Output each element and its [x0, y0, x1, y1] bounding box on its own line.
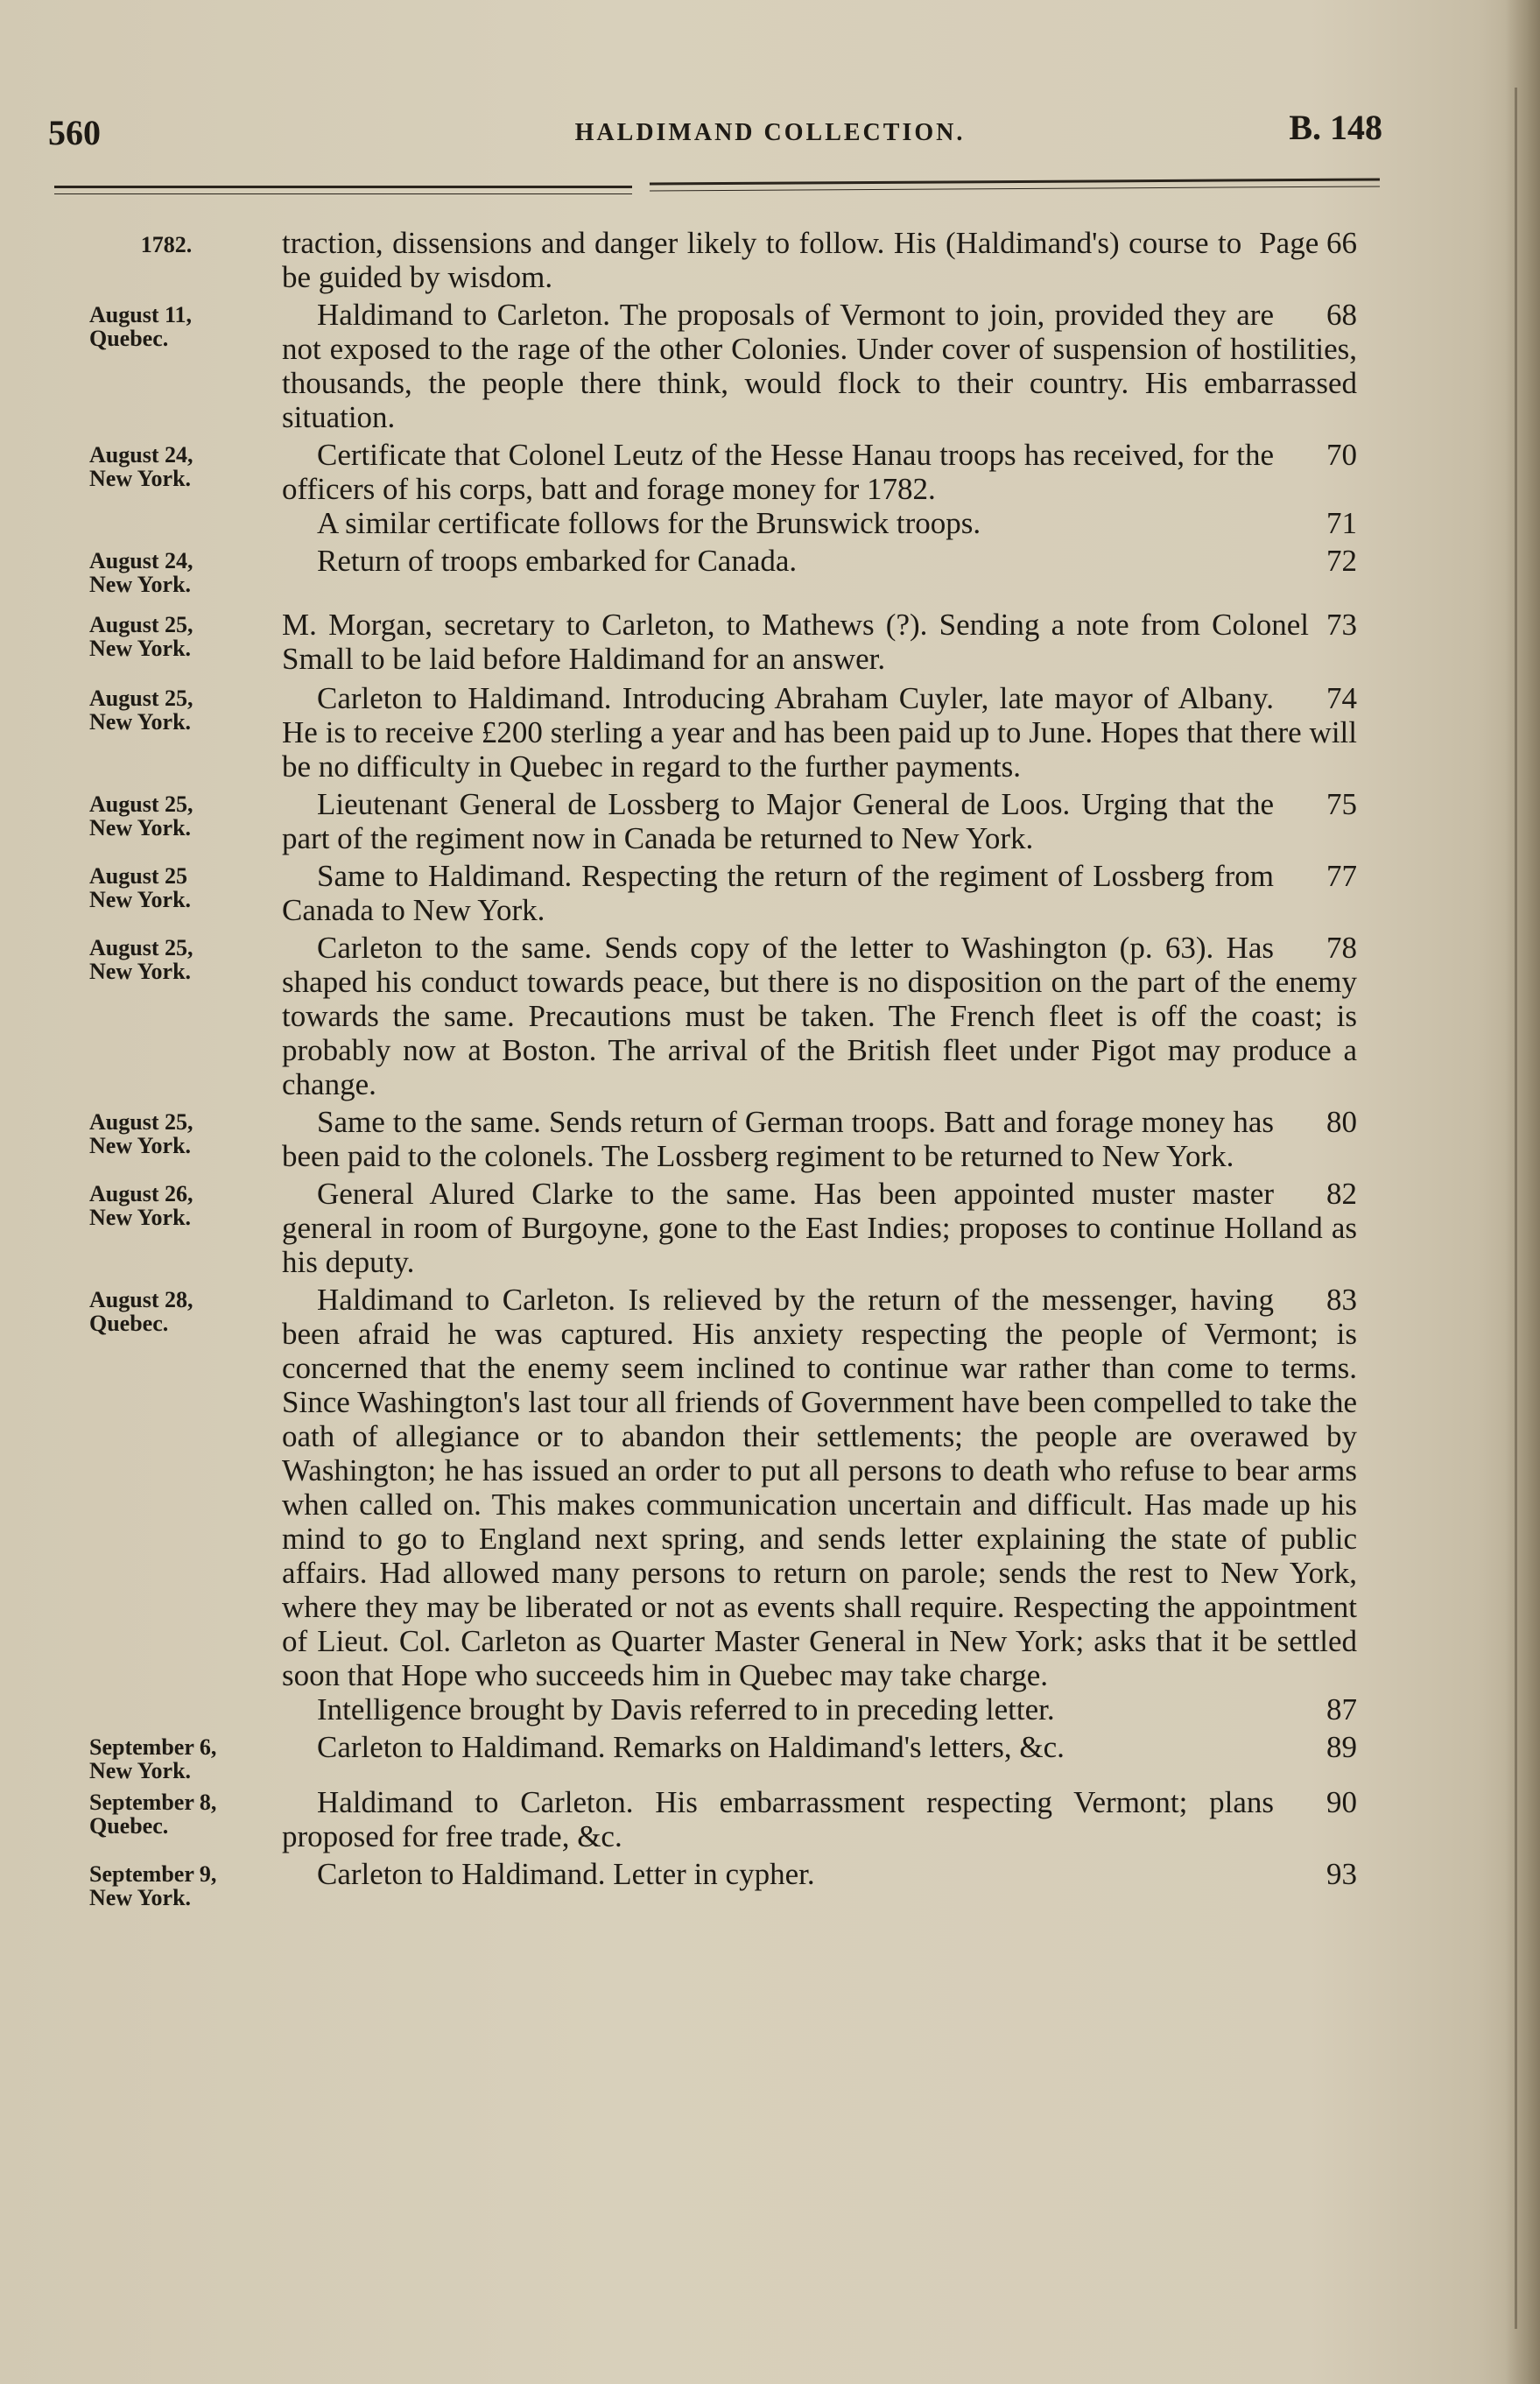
entry-date: August 25, New York. [89, 1109, 193, 1158]
entry-page: 72 [1326, 544, 1357, 578]
entry-text: Carleton to Haldimand. Remarks on Haldimand's letters, &c. [317, 1730, 1065, 1764]
entry-page: 68 [1326, 298, 1357, 332]
entry-text: traction, dissensions and danger likely to follow. His (Haldimand's) course to be guided by wisdom. [282, 226, 1242, 294]
entry-content [282, 681, 1357, 784]
entry-date: August 25 New York. [89, 863, 192, 912]
entry-16 [0, 1857, 1540, 1910]
entry-page: 82 [1326, 1177, 1357, 1211]
entry-5 [0, 608, 1540, 676]
entry-4 [0, 544, 1540, 597]
entry-page: 75 [1326, 787, 1357, 821]
entry-10 [0, 1105, 1540, 1173]
entry-page: 78 [1326, 931, 1357, 965]
entry-date: August 24, New York. [89, 548, 193, 597]
running-title: HALDIMAND COLLECTION. [574, 119, 966, 146]
entry-page: 80 [1326, 1105, 1357, 1139]
entry-page: 89 [1326, 1730, 1357, 1764]
entry-date: August 25, New York. [89, 612, 193, 661]
entry-content [282, 859, 1357, 927]
entry-content [282, 1105, 1357, 1173]
entry-date: August 25, New York. [89, 686, 193, 735]
entry-8 [0, 859, 1540, 927]
entry-content [282, 1692, 1357, 1726]
entry-page: 70 [1326, 438, 1357, 472]
entry-date: August 28, Quebec. [89, 1287, 193, 1336]
entry-page: 87 [1326, 1692, 1357, 1726]
entry-content [282, 298, 1357, 434]
volume-label: B. 148 [1289, 108, 1382, 147]
entry-content [282, 506, 1357, 540]
entry-text: M. Morgan, secretary to Carleton, to Mathews (?). Sending a note from Colonel Small to be laid before Haldimand for an answer. [282, 608, 1309, 676]
entry-content [282, 438, 1357, 506]
entry-content [282, 1177, 1357, 1279]
entry-1 [0, 298, 1540, 434]
entry-12 [0, 1283, 1540, 1692]
calendar-entries [0, 226, 1540, 1910]
entry-2 [0, 438, 1540, 506]
entry-text: A similar certificate follows for the Brunswick troops. [317, 506, 981, 540]
entry-15 [0, 1785, 1540, 1853]
entry-text: Certificate that Colonel Leutz of the Hesse Hanau troops has received, for the officers of his corps, batt and forage money for 1782. [282, 438, 1274, 506]
entry-date: September 9, New York. [89, 1861, 217, 1910]
entry-content [282, 1785, 1357, 1853]
page-number: 560 [48, 113, 101, 152]
entry-0 [0, 226, 1540, 294]
entry-text: Lieutenant General de Lossberg to Major General de Loos. Urging that the part of the regiment now in Canada be returned to New York. [282, 787, 1274, 855]
entry-page: Page 66 [1259, 226, 1357, 260]
page-header [0, 108, 1540, 165]
entry-content [282, 1730, 1357, 1764]
entry-text: Intelligence brought by Davis referred to in preceding letter. [317, 1692, 1055, 1726]
entry-date: September 6, New York. [89, 1734, 217, 1783]
entry-date: September 8, Quebec. [89, 1790, 217, 1839]
entry-text: Carleton to Haldimand. Introducing Abraham Cuyler, late mayor of Albany. He is to receive £200 sterling a year and has been paid up to June. Hopes that there will be no difficulty in Quebec in regard to the further payments. [282, 681, 1357, 784]
header-rule-left [54, 186, 632, 194]
entry-date: August 26, New York. [89, 1181, 193, 1230]
entry-content [282, 544, 1357, 578]
header-rule-right [650, 178, 1380, 191]
entry-text: Carleton to Haldimand. Letter in cypher. [317, 1857, 815, 1891]
entry-content [282, 608, 1357, 676]
entry-13 [0, 1692, 1540, 1726]
entry-text: Haldimand to Carleton. His embarrassment respecting Vermont; plans proposed for free trade, &c. [282, 1785, 1274, 1853]
entry-content [282, 226, 1357, 294]
entry-content [282, 1857, 1357, 1891]
entry-11 [0, 1177, 1540, 1279]
entry-text: Haldimand to Carleton. Is relieved by the return of the messenger, having been afraid he was captured. His anxiety respecting the people of Vermont; is concerned that the enemy seem inclined to continue war rather than come to terms. Since Washington's last tour all friends of Government have been compelled to take the oath of allegiance or to abandon their settlements; the people are overawed by Washington; he has issued an order to put all persons to death who refuse to bear arms when called on. This makes communication uncertain and difficult. Has made up his mind to go to England next spring, and sends letter explaining the state of public affairs. Had allowed many persons to return on parole; sends the rest to New York, where they may be liberated or not as events shall require. Respecting the appointment of Lieut. Col. Carleton as Quarter Master General in New York; asks that it be settled soon that Hope who succeeds him in Quebec may take charge. [282, 1283, 1357, 1692]
entry-date: 1782. [140, 232, 193, 257]
entry-page: 71 [1326, 506, 1357, 540]
entry-content [282, 931, 1357, 1101]
entry-date: August 25, New York. [89, 935, 193, 984]
entry-text: Haldimand to Carleton. The proposals of Vermont to join, provided they are not exposed to the rage of the other Colonies. Under cover of suspension of hostilities, thousands, the people there think, would flock to their country. His embarrassed situation. [282, 298, 1357, 434]
entry-page: 93 [1326, 1857, 1357, 1891]
entry-text: Same to Haldimand. Respecting the return of the regiment of Lossberg from Canada to New York. [282, 859, 1274, 927]
entry-page: 90 [1326, 1785, 1357, 1819]
entry-text: Carleton to the same. Sends copy of the letter to Washington (p. 63). Has shaped his conduct towards peace, but there is no disposition on the part of the enemy towards the same. Precautions must be taken. The French fleet is off the coast; is probably now at Boston. The arrival of the British fleet under Pigot may produce a change. [282, 931, 1357, 1101]
entry-page: 77 [1326, 859, 1357, 893]
entry-page: 74 [1326, 681, 1357, 715]
entry-text: Same to the same. Sends return of German troops. Batt and forage money has been paid to the colonels. The Lossberg regiment to be returned to New York. [282, 1105, 1274, 1173]
entry-3 [0, 506, 1540, 540]
entry-text: General Alured Clarke to the same. Has been appointed muster master general in room of Burgoyne, gone to the East Indies; proposes to continue Holland as his deputy. [282, 1177, 1357, 1279]
entry-text: Return of troops embarked for Canada. [317, 544, 798, 578]
entry-content [282, 1283, 1357, 1692]
entry-date: August 24, New York. [89, 442, 193, 491]
entry-6 [0, 681, 1540, 784]
entry-9 [0, 931, 1540, 1101]
entry-14 [0, 1730, 1540, 1783]
entry-date: August 25, New York. [89, 791, 193, 840]
entry-7 [0, 787, 1540, 855]
entry-page: 83 [1326, 1283, 1357, 1317]
entry-content [282, 787, 1357, 855]
entry-date: August 11, Quebec. [89, 302, 193, 351]
entry-page: 73 [1326, 608, 1357, 642]
